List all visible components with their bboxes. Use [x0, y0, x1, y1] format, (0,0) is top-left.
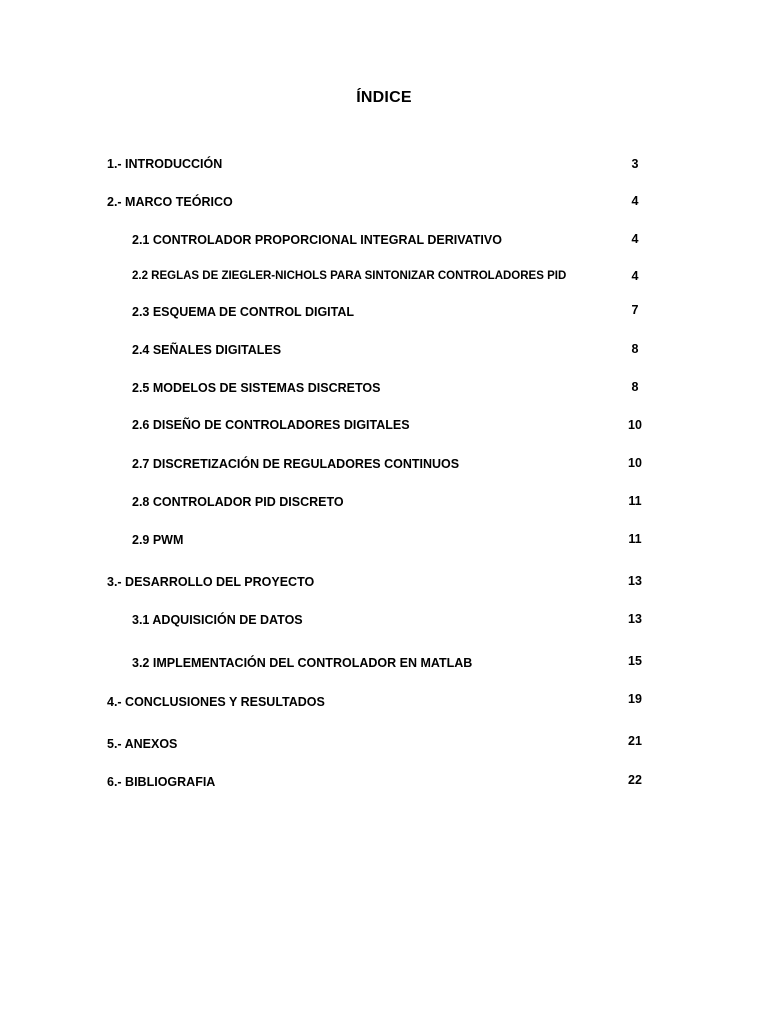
toc-page-number: 7	[631, 303, 639, 317]
toc-page-number: 13	[628, 574, 642, 588]
toc-entry-2-2: 2.2 REGLAS DE ZIEGLER-NICHOLS PARA SINTONIZAR CONTROLADORES PID	[132, 270, 567, 282]
toc-entry-2-6: 2.6 DISEÑO DE CONTROLADORES DIGITALES	[132, 418, 410, 432]
toc-entry-2-5: 2.5 MODELOS DE SISTEMAS DISCRETOS	[132, 381, 381, 395]
toc-entry-6: 6.- BIBLIOGRAFIA	[107, 775, 216, 789]
toc-page-number: 4	[631, 232, 639, 246]
toc-entry-3-2: 3.2 IMPLEMENTACIÓN DEL CONTROLADOR EN MATLAB	[132, 656, 473, 670]
toc-page-number: 8	[631, 380, 639, 394]
toc-entry-2-3: 2.3 ESQUEMA DE CONTROL DIGITAL	[132, 305, 355, 319]
toc-entry-2-4: 2.4 SEÑALES DIGITALES	[132, 343, 282, 357]
toc-page-number: 11	[628, 532, 642, 546]
toc-page-number: 22	[628, 773, 642, 787]
toc-page-number: 15	[628, 654, 642, 668]
toc-page-number: 10	[628, 418, 642, 432]
toc-entry-4: 4.- CONCLUSIONES Y RESULTADOS	[107, 695, 325, 709]
toc-page-number: 10	[628, 456, 642, 470]
toc-entry-1: 1.- INTRODUCCIÓN	[107, 157, 223, 171]
toc-entry-2-1: 2.1 CONTROLADOR PROPORCIONAL INTEGRAL DERIVATIVO	[132, 233, 502, 247]
toc-page-number: 3	[631, 157, 639, 171]
toc-entry-5: 5.- ANEXOS	[107, 737, 178, 751]
toc-page-number: 8	[631, 342, 639, 356]
toc-entry-3: 3.- DESARROLLO DEL PROYECTO	[107, 575, 315, 589]
toc-entry-2-7: 2.7 DISCRETIZACIÓN DE REGULADORES CONTINUOS	[132, 457, 460, 471]
toc-entry-3-1: 3.1 ADQUISICIÓN DE DATOS	[132, 613, 303, 627]
toc-page-number: 19	[628, 692, 642, 706]
page-title: ÍNDICE	[356, 89, 412, 106]
toc-page-number: 4	[631, 269, 639, 283]
toc-page-number: 21	[628, 734, 642, 748]
toc-entry-2-9: 2.9 PWM	[132, 533, 184, 547]
toc-page-number: 4	[631, 194, 639, 208]
toc-page-number: 13	[628, 612, 642, 626]
toc-entry-2: 2.- MARCO TEÓRICO	[107, 195, 233, 209]
toc-page-number: 11	[628, 494, 642, 508]
toc-entry-2-8: 2.8 CONTROLADOR PID DISCRETO	[132, 495, 344, 509]
